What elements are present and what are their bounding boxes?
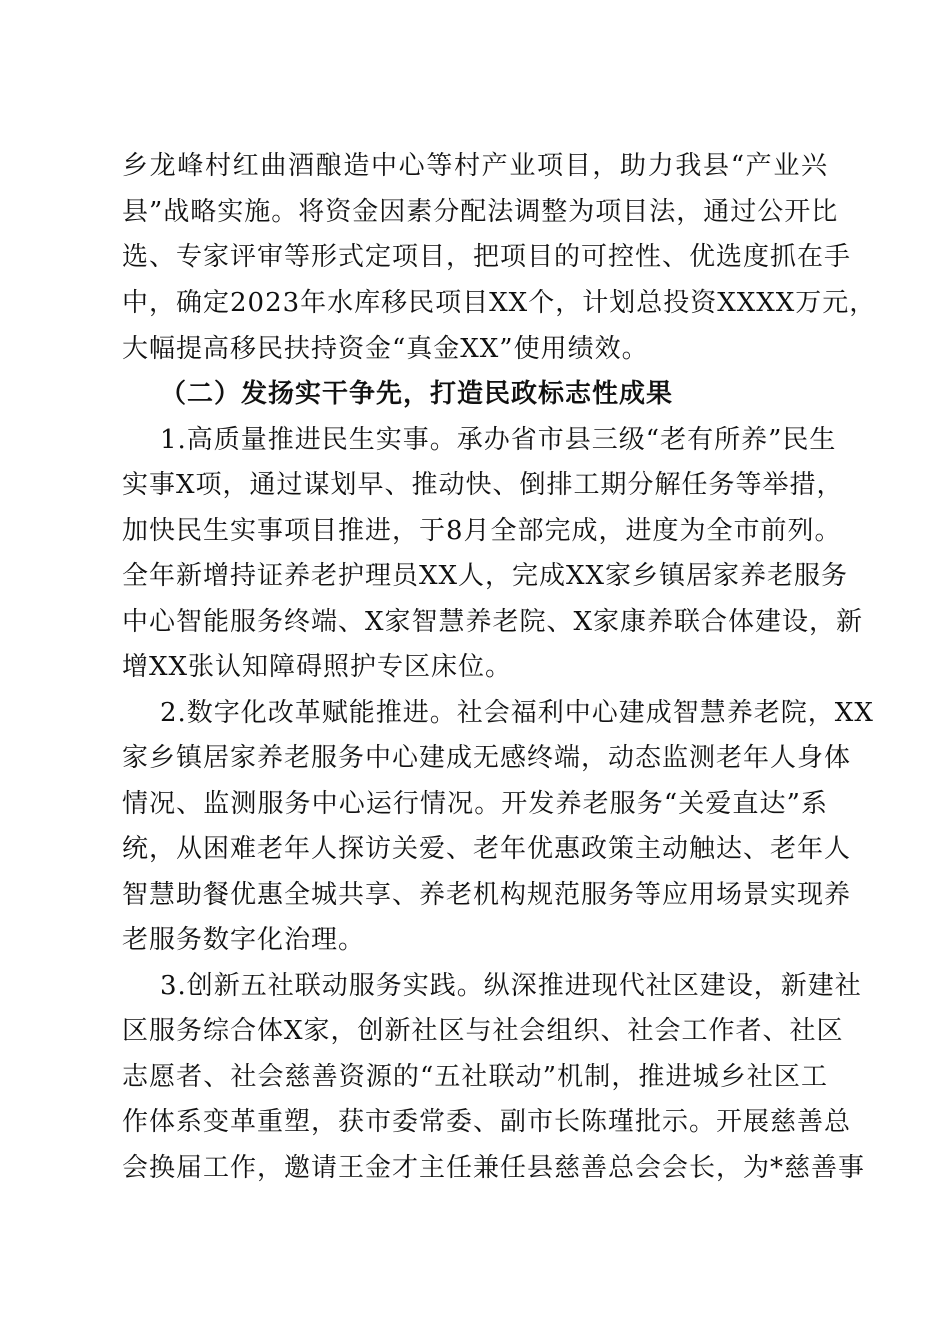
text-line: 作体系变革重塑，获市委常委、副市长陈瑾批示。开展慈善总 <box>122 1107 852 1137</box>
text-line: 老服务数字化治理。 <box>122 925 366 955</box>
section-heading: （二）发扬实干争先，打造民政标志性成果 <box>160 379 674 409</box>
text-line: 大幅提高移民扶持资金“真金XX”使用绩效。 <box>122 334 649 364</box>
text-line: 增XX张认知障碍照护专区床位。 <box>122 652 513 682</box>
text-line: 全年新增持证养老护理员XX人，完成XX家乡镇居家养老服务 <box>122 561 849 591</box>
text-line: 1.高质量推进民生实事。承办省市县三级“老有所养”民生 <box>160 425 837 455</box>
text-line: 加快民生实事项目推进，于8月全部完成，进度为全市前列。 <box>122 516 842 546</box>
text-line: 情况、监测服务中心运行情况。开发养老服务“关爱直达”系 <box>122 789 828 819</box>
text-line: 家乡镇居家养老服务中心建成无感终端，动态监测老年人身体 <box>122 743 852 773</box>
text-line: 中心智能服务终端、X家智慧养老院、X家康养联合体建设，新 <box>122 607 864 637</box>
text-line: 选、专家评审等形式定项目，把项目的可控性、优选度抓在手 <box>122 242 852 272</box>
text-line: 实事X项，通过谋划早、推动快、倒排工期分解任务等举措， <box>122 470 844 500</box>
text-line: 乡龙峰村红曲酒酿造中心等村产业项目，助力我县“产业兴 <box>122 151 828 181</box>
text-line: 智慧助餐优惠全城共享、养老机构规范服务等应用场景实现养 <box>122 880 852 910</box>
text-line: 3.创新五社联动服务实践。纵深推进现代社区建设，新建社 <box>160 971 862 1001</box>
text-line: 会换届工作，邀请王金才主任兼任县慈善总会会长，为*慈善事 <box>122 1153 866 1183</box>
text-line: 志愿者、社会慈善资源的“五社联动”机制，推进城乡社区工 <box>122 1062 828 1092</box>
text-line: 中，确定2023年水库移民项目XX个，计划总投资XXXX万元， <box>122 288 877 318</box>
text-line: 2.数字化改革赋能推进。社会福利中心建成智慧养老院，XX <box>160 698 874 728</box>
text-line: 县”战略实施。将资金因素分配法调整为项目法，通过公开比 <box>122 197 839 227</box>
text-line: 区服务综合体X家，创新社区与社会组织、社会工作者、社区 <box>122 1016 844 1046</box>
text-line: 统，从困难老年人探访关爱、老年优惠政策主动触达、老年人 <box>122 834 852 864</box>
